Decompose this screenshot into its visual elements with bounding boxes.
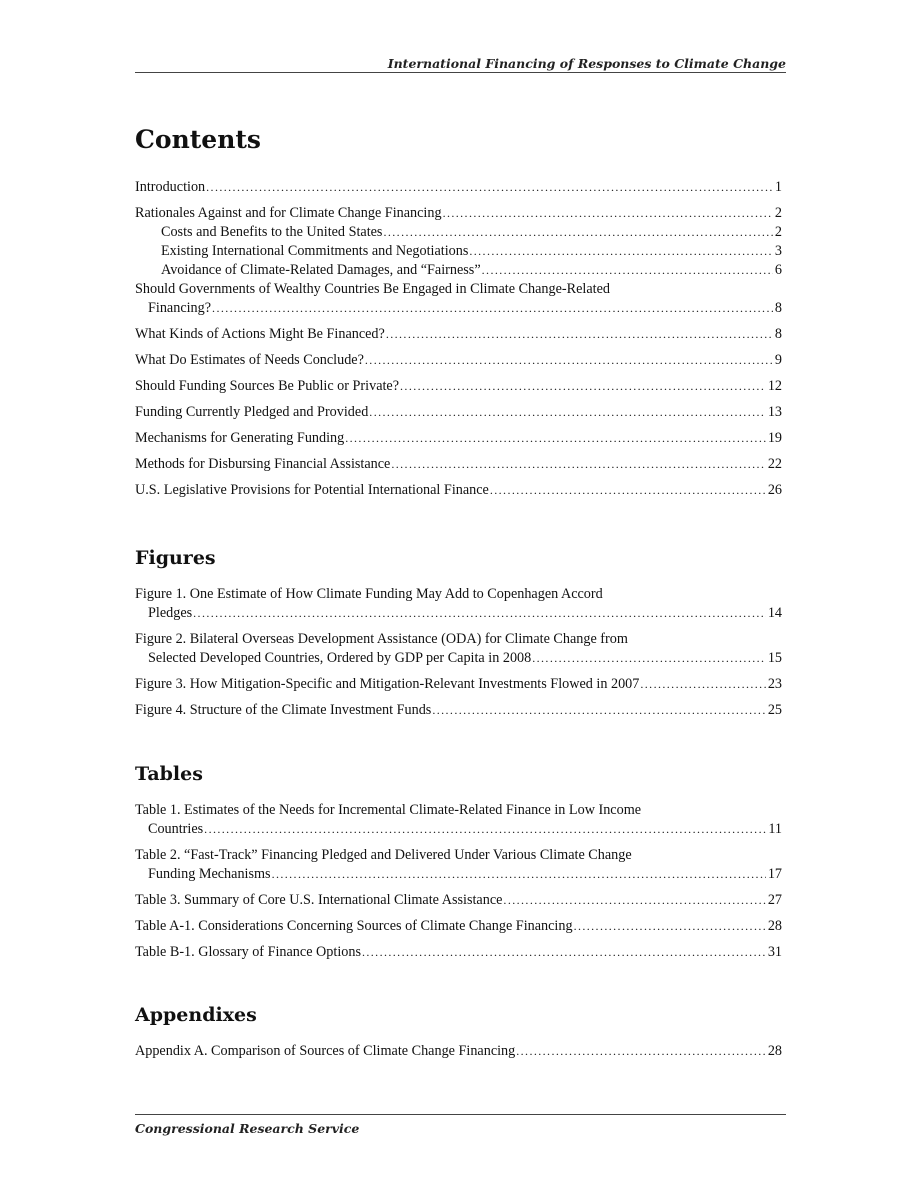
entry-text: Avoidance of Climate-Related Damages, and “Fairness”	[161, 262, 481, 278]
header-rule	[135, 72, 786, 73]
table-entry-a1[interactable]	[135, 917, 782, 936]
leader-dots	[383, 223, 772, 242]
entry-text: What Do Estimates of Needs Conclude?	[135, 352, 364, 368]
entry-page: 11	[768, 821, 782, 837]
toc-entry-mechanisms[interactable]	[135, 429, 782, 448]
entry-page: 19	[767, 430, 782, 446]
entry-page: 2	[774, 224, 782, 240]
leader-dots	[365, 351, 773, 370]
entry-page: 1	[774, 179, 782, 195]
entry-text-line1: Table 1. Estimates of the Needs for Incremental Climate-Related Finance in Low Income	[135, 802, 642, 818]
running-footer: Congressional Research Service	[135, 1121, 360, 1136]
figures-title: Figures	[135, 547, 216, 569]
entry-text: Rationales Against and for Climate Change Financing	[135, 205, 442, 221]
entry-text-line1: Should Governments of Wealthy Countries Be Engaged in Climate Change-Related	[135, 281, 610, 297]
toc-entry-kinds-of-actions[interactable]	[135, 325, 782, 344]
entry-text: Mechanisms for Generating Funding	[135, 430, 345, 446]
leader-dots	[490, 481, 766, 500]
entry-page: 14	[767, 605, 782, 621]
entry-text: Appendix A. Comparison of Sources of Climate Change Financing	[135, 1043, 516, 1059]
entry-page: 9	[774, 352, 782, 368]
table-entry-3[interactable]	[135, 891, 782, 910]
entry-page: 17	[767, 866, 782, 882]
entry-text: Existing International Commitments and Negotiations	[161, 243, 469, 259]
entry-text: Financing?	[148, 300, 212, 316]
appendixes-list	[135, 1042, 782, 1061]
entry-text: Table B-1. Glossary of Finance Options	[135, 944, 361, 960]
toc-entry-avoidance-damages[interactable]	[135, 261, 782, 280]
entry-text: Pledges	[148, 605, 193, 621]
table-entry-b1[interactable]	[135, 943, 782, 962]
entry-page: 23	[767, 676, 782, 692]
toc-entry-existing-commitments[interactable]	[135, 242, 782, 261]
table-entry-2[interactable]	[135, 846, 782, 884]
leader-dots	[272, 865, 766, 884]
figure-entry-1[interactable]	[135, 585, 782, 623]
tables-list	[135, 801, 782, 962]
entry-text: Figure 3. How Mitigation-Specific and Mitigation-Relevant Investments Flowed in 2007	[135, 676, 640, 692]
entry-page: 13	[767, 404, 782, 420]
leader-dots	[574, 917, 766, 936]
entry-text: Table 3. Summary of Core U.S. International Climate Assistance	[135, 892, 503, 908]
running-header: International Financing of Responses to Climate Change	[387, 56, 786, 71]
entry-page: 2	[774, 205, 782, 221]
toc-entry-public-or-private[interactable]	[135, 377, 782, 396]
toc-entry-costs-benefits[interactable]	[135, 223, 782, 242]
entry-page: 3	[774, 243, 782, 259]
entry-text: Funding Mechanisms	[148, 866, 271, 882]
contents-title: Contents	[135, 125, 262, 154]
entry-page: 28	[767, 1043, 782, 1059]
figure-entry-4[interactable]	[135, 701, 782, 720]
leader-dots	[212, 299, 773, 318]
entry-page: 12	[767, 378, 782, 394]
leader-dots	[482, 261, 773, 280]
leader-dots	[443, 204, 773, 223]
table-entry-1[interactable]	[135, 801, 782, 839]
appendix-entry-a[interactable]	[135, 1042, 782, 1061]
entry-page: 8	[774, 326, 782, 342]
toc-entry-funding-pledged[interactable]	[135, 403, 782, 422]
entry-text: Introduction	[135, 179, 206, 195]
entry-text: Should Funding Sources Be Public or Private?	[135, 378, 400, 394]
footer-rule	[135, 1114, 786, 1115]
entry-page: 8	[774, 300, 782, 316]
toc-entry-should-governments[interactable]	[135, 280, 782, 318]
entry-text: Methods for Disbursing Financial Assistance	[135, 456, 391, 472]
entry-page: 25	[767, 702, 782, 718]
leader-dots	[369, 403, 766, 422]
leader-dots	[193, 604, 766, 623]
leader-dots	[532, 649, 766, 668]
leader-dots	[362, 943, 766, 962]
entry-page: 31	[767, 944, 782, 960]
leader-dots	[391, 455, 765, 474]
entry-text-line1: Table 2. “Fast-Track” Financing Pledged and Delivered Under Various Climate Change	[135, 847, 632, 863]
leader-dots	[503, 891, 765, 910]
leader-dots	[386, 325, 773, 344]
leader-dots	[206, 178, 773, 197]
toc-entry-rationales[interactable]	[135, 204, 782, 223]
entry-page: 26	[767, 482, 782, 498]
entry-text: Costs and Benefits to the United States	[161, 224, 383, 240]
tables-title: Tables	[135, 763, 203, 785]
leader-dots	[432, 701, 765, 720]
figures-list	[135, 585, 782, 720]
appendixes-title: Appendixes	[135, 1004, 257, 1026]
entry-text: U.S. Legislative Provisions for Potential International Finance	[135, 482, 489, 498]
toc-entry-estimates-needs[interactable]	[135, 351, 782, 370]
entry-page: 22	[767, 456, 782, 472]
toc-entry-introduction[interactable]	[135, 178, 782, 197]
leader-dots	[469, 242, 773, 261]
entry-text: Table A-1. Considerations Concerning Sources of Climate Change Financing	[135, 918, 573, 934]
entry-page: 6	[774, 262, 782, 278]
figure-entry-3[interactable]	[135, 675, 782, 694]
toc-entry-us-legislative[interactable]	[135, 481, 782, 500]
entry-text: Figure 4. Structure of the Climate Investment Funds	[135, 702, 432, 718]
toc-entry-methods-disbursing[interactable]	[135, 455, 782, 474]
entry-page: 27	[767, 892, 782, 908]
entry-text-line1: Figure 1. One Estimate of How Climate Funding May Add to Copenhagen Accord	[135, 586, 603, 602]
leader-dots	[516, 1042, 766, 1061]
entry-text: Countries	[148, 821, 204, 837]
entry-text-line1: Figure 2. Bilateral Overseas Development Assistance (ODA) for Climate Change from	[135, 631, 628, 647]
entry-text: Selected Developed Countries, Ordered by GDP per Capita in 2008	[148, 650, 532, 666]
entry-text: Funding Currently Pledged and Provided	[135, 404, 369, 420]
leader-dots	[204, 820, 766, 839]
leader-dots	[345, 429, 766, 448]
entry-text: What Kinds of Actions Might Be Financed?	[135, 326, 385, 342]
entry-page: 28	[767, 918, 782, 934]
figure-entry-2[interactable]	[135, 630, 782, 668]
entry-page: 15	[767, 650, 782, 666]
leader-dots	[400, 377, 766, 396]
contents-list	[135, 178, 782, 500]
leader-dots	[640, 675, 765, 694]
